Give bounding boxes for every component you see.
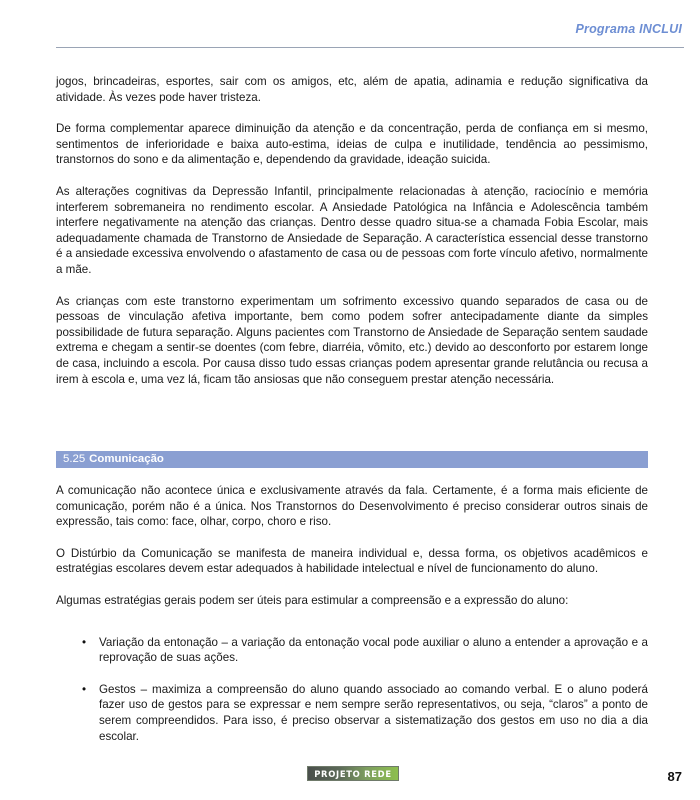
list-item-text: Variação da entonação – a variação da entonação vocal pode auxiliar o aluno a entender a aprovação e a reprovação de suas ações. (99, 635, 648, 665)
projeto-rede-logo (307, 766, 399, 781)
strategies-bullet-list (56, 635, 648, 745)
paragraph: Algumas estratégias gerais podem ser úteis para estimular a compreensão e a expressão do aluno: (56, 594, 569, 608)
paragraph: jogos, brincadeiras, esportes, sair com os amigos, etc, além de apatia, adinamia e redução significativa da atividade. Às vezes pode haver tristeza. (56, 75, 648, 104)
section-spacer (56, 403, 648, 451)
paragraph: O Distúrbio da Comunicação se manifesta de maneira individual e, dessa forma, os objetivos acadêmicos e estratégias escolares devem estar adequados à habilidade intelectual e nível de funcionamento do aluno. (56, 546, 648, 576)
paragraph: De forma complementar aparece diminuição da atenção e da concentração, perda de confiança em si mesmo, sentimentos de inferioridade e baixa auto-estima, ideias de culpa e inutilidade, tendência ao pessimismo, transtornos do sono e da alimentação e, dependendo da gravidade, ideação suicida. (56, 122, 648, 167)
section-number: 5.25 (63, 452, 86, 465)
paragraph: As crianças com este transtorno experimentam um sofrimento excessivo quando separados de casa ou de pessoas de vinculação afetiva importante, bem como podem sofrer antecipadamente diante da simples possibilidade de futura separação. Alguns pacientes com Transtorno de Ansiedade de Separação sentem saudade extrema e chegam a sentir-se doentes (com febre, diarréia, vômito, etc.) devido ao desconforto por estarem longe de casa, incluindo a escola. Por causa disso tudo essas crianças podem apresentar grande relutância ou recusa a irem à escola e, uma vez lá, ficam tão ansiosas que não conseguem prestar atenção necessária. (56, 294, 648, 386)
list-item (56, 635, 648, 666)
running-header (56, 22, 682, 48)
page-number: 87 (667, 769, 682, 784)
bullet-icon: • (82, 682, 87, 696)
bullet-icon: • (82, 635, 87, 649)
list-spacer (56, 625, 648, 635)
paragraph: A comunicação não acontece única e exclusivamente através da fala. Certamente, é a forma mais eficiente de comunicação, porém não é a única. Nos Transtornos do Desenvolvimento é preciso considerar outros sinais de expressão, tais como: face, olhar, corpo, choro e riso. (56, 484, 648, 529)
section-heading-bar (56, 451, 648, 468)
page-footer (0, 754, 700, 800)
list-item-text: Gestos – maximiza a compreensão do aluno quando associado ao comando verbal. E o aluno poderá fazer uso de gestos para se expressar e nem sempre serão representativos, ou seja, “claros” a ponto de serem compreendidos. Para isso, é preciso observar a sistematização dos gestos em uso no dia a dia escolar. (99, 682, 648, 743)
section-title: Comunicação (89, 452, 164, 465)
running-header-title: Programa INCLUI (575, 22, 682, 36)
page-content (56, 74, 648, 744)
list-item (56, 682, 648, 744)
header-rule-divider (56, 47, 684, 48)
paragraph: As alterações cognitivas da Depressão Infantil, principalmente relacionadas à atenção, raciocínio e memória interferem sobremaneira no rendimento escolar. A Ansiedade Patológica na Infância e Adolescência também interfere negativamente na atenção das crianças. Dentro desse quadro situa-se a chamada Fobia Escolar, mais adequadamente chamada de Transtorno de Ansiedade de Separação. A característica essencial desse transtorno é a ansiedade excessiva envolvendo o afastamento de casa ou de pessoas com forte vínculo afetivo, normalmente a mãe. (56, 184, 648, 276)
projeto-rede-logo-text: PROJETO REDE (314, 768, 392, 779)
